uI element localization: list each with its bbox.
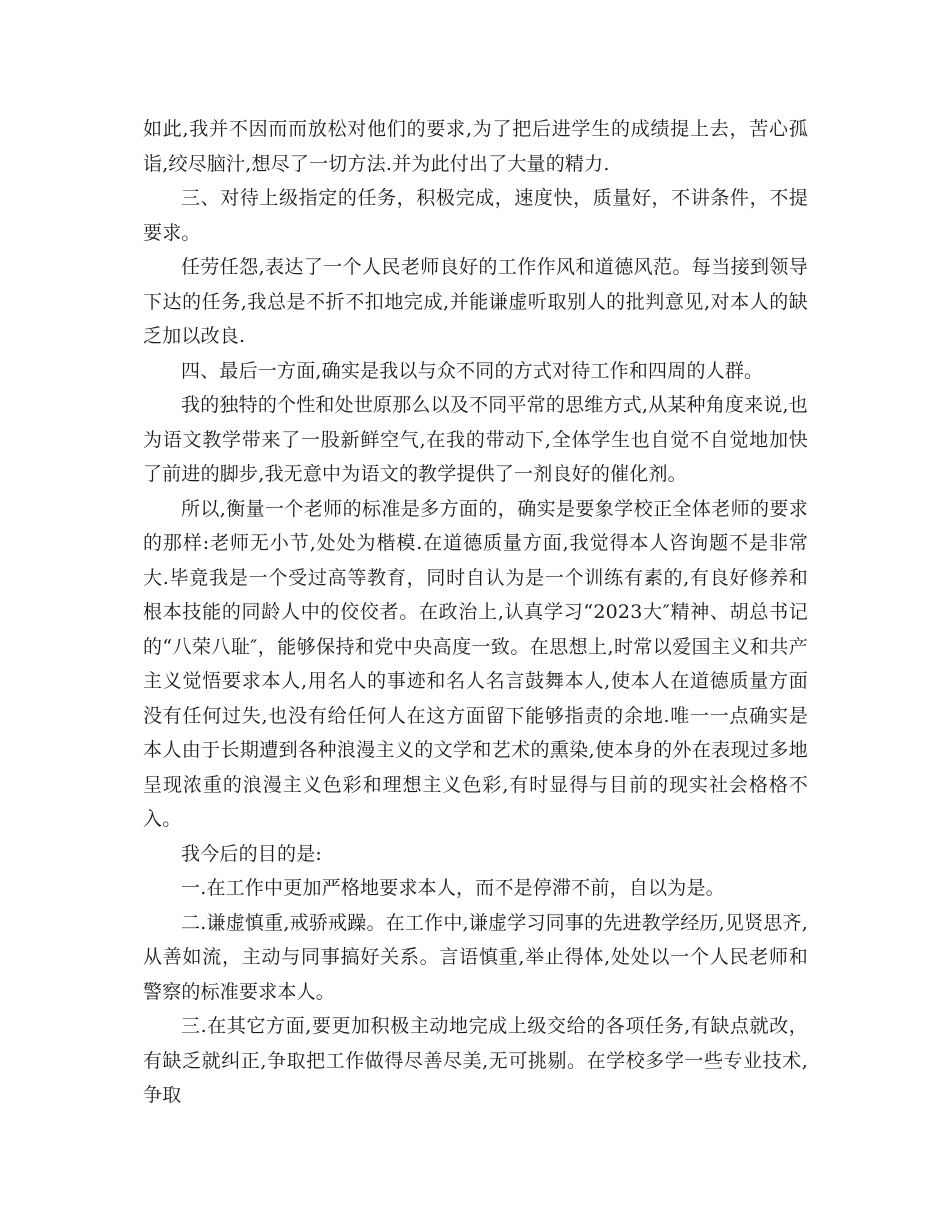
paragraph-3: 任劳任怨,表达了一个人民老师良好的工作作风和道德风范。每当接到领导下达的任务,我总是不折不扣地完成,并能谦虚听取别人的批判意见,对本人的缺乏加以改良. xyxy=(143,256,808,347)
paragraph-10: 三.在其它方面,要更加积极主动地完成上级交给的各项任务,有缺点就改，有缺乏就纠正,争取把工作做得尽善尽美,无可挑剔。在学校多学一些专业技术,争取 xyxy=(143,1015,808,1106)
paragraph-2: 三、对待上级指定的任务，积极完成，速度快，质量好，不讲条件，不提要求。 xyxy=(143,187,808,244)
paragraph-4: 四、最后一方面,确实是我以与众不同的方式对待工作和四周的人群。 xyxy=(181,359,764,382)
paragraph-8: 一.在工作中更加严格地要求本人，而不是停滞不前，自以为是。 xyxy=(181,877,725,899)
paragraph-7: 我今后的目的是: xyxy=(181,842,323,865)
paragraph-1: 如此,我并不因而而放松对他们的要求,为了把后进学生的成绩提上去，苦心孤诣,绞尽脑汁,想尽了一切方法.并为此付出了大量的精力. xyxy=(143,118,808,175)
paragraph-9: 二.谦虚慎重,戒骄戒躁。在工作中,谦虚学习同事的先进教学经历,见贤思齐,从善如流，主动与同事搞好关系。言语慎重,举止得体,处处以一个人民老师和警察的标准要求本人。 xyxy=(143,911,808,1003)
paragraph-6: 所以,衡量一个老师的标准是多方面的，确实是要象学校正全体老师的要求的那样:老师无小节,处处为楷模.在道德质量方面,我觉得本人咨询题不是非常大.毕竟我是一个受过高等教育，同时自认为是一个训练有素的,有良好修养和根本技能的同龄人中的佼佼者。在政治上,认真学习“2023大″精神、胡总书记的“八荣八耻″，能够保持和党中央高度一致。在思想上,时常以爱国主义和共产主义觉悟要求本人,用名人的事迹和名人名言鼓舞本人,使本人在道德质量方面没有任何过失,也没有给任何人在这方面留下能够指责的余地.唯一一点确实是本人由于长期遭到各种浪漫主义的文学和艺术的熏染,使本身的外在表现过多地呈现浓重的浪漫主义色彩和理想主义色彩,有时显得与目前的现实社会格格不入。 xyxy=(143,497,808,830)
paragraph-5: 我的独特的个性和处世原那么以及不同平常的思维方式,从某种角度来说,也为语文教学带来了一股新鲜空气,在我的带动下,全体学生也自觉不自觉地加快了前进的脚步,我无意中为语文的教学提供了一剂良好的催化剂。 xyxy=(143,394,808,485)
document-body xyxy=(143,112,808,1113)
